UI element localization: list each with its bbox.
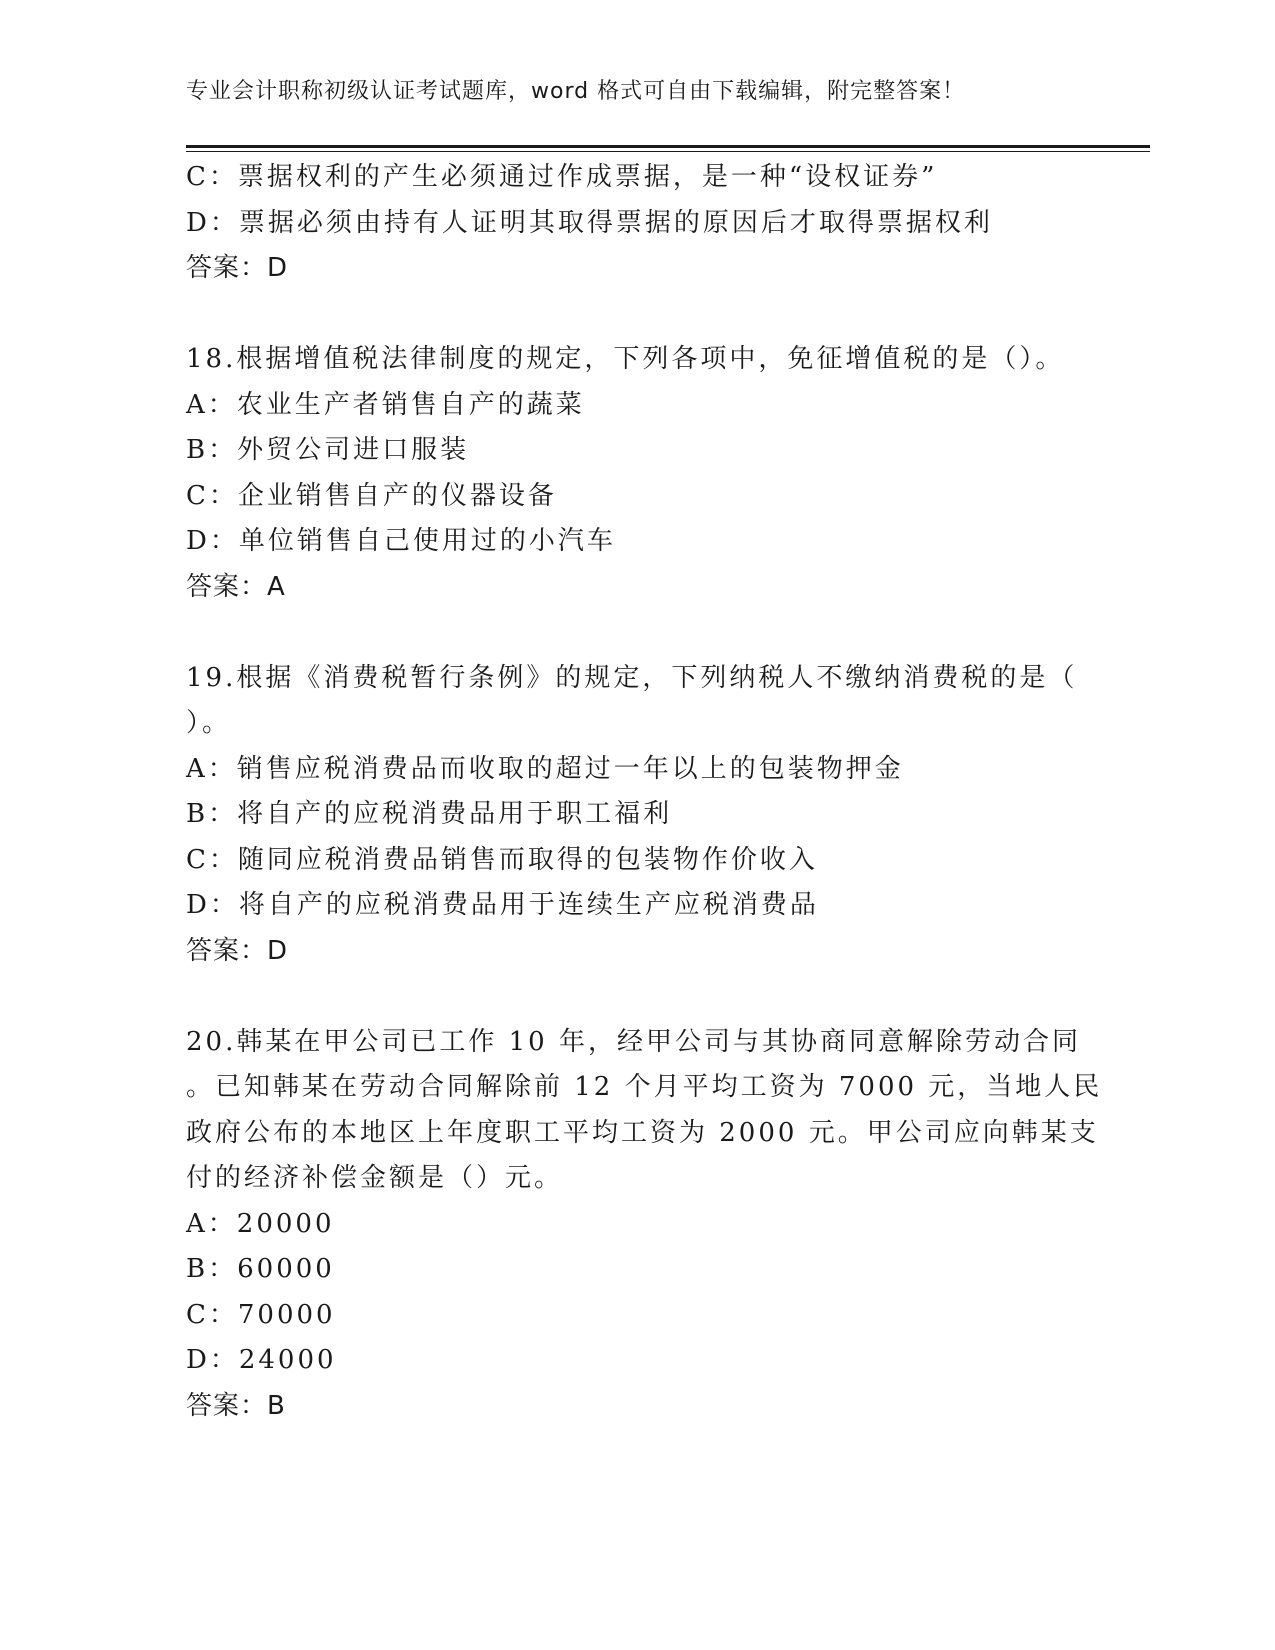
answer-line: 答案：D — [186, 253, 289, 283]
question-block — [186, 337, 1086, 610]
question-line: 政府公布的本地区上年度职工平均工资为 2000 元。甲公司应向韩某支 — [186, 1117, 1099, 1148]
question-line: D：票据必须由持有人证明其取得票据的原因后才取得票据权利 — [186, 207, 993, 238]
answer-line: 答案：A — [186, 571, 286, 602]
question-block — [186, 656, 1086, 975]
question-line: A：销售应税消费品而收取的超过一年以上的包装物押金 — [186, 753, 904, 784]
header-rule-thick — [186, 145, 1150, 148]
question-line: 付的经济补偿金额是（）元。 — [186, 1163, 564, 1193]
block-spacer — [186, 292, 1086, 338]
question-block — [186, 1020, 1103, 1430]
question-line: C：企业销售自产的仪器设备 — [186, 480, 557, 511]
question-block — [186, 155, 1086, 292]
question-line: D：将自产的应税消费品用于连续生产应税消费品 — [186, 890, 819, 920]
question-line: C：70000 — [186, 1299, 336, 1330]
block-spacer — [186, 610, 1086, 656]
question-line: C：随同应税消费品销售而取得的包装物作价收入 — [186, 844, 818, 875]
question-line: B：外贸公司进口服装 — [186, 435, 470, 465]
answer-line: 答案：D — [186, 935, 289, 966]
header-rule-thin — [186, 151, 1150, 152]
question-line: C：票据权利的产生必须通过作成票据，是一种“设权证券” — [186, 162, 938, 192]
question-line: D：24000 — [186, 1345, 337, 1375]
answer-line: 答案：B — [186, 1390, 286, 1421]
question-line: 。已知韩某在劳动合同解除前 12 个月平均工资为 7000 元，当地人民 — [186, 1072, 1103, 1102]
question-line: D：单位销售自己使用过的小汽车 — [186, 526, 616, 556]
question-line: A：20000 — [186, 1208, 335, 1239]
question-stem-line: 19.根据《消费税暂行条例》的规定，下列纳税人不缴纳消费税的是（ — [186, 662, 1078, 693]
question-line: B：将自产的应税消费品用于职工福利 — [186, 799, 673, 829]
question-line: ）。 — [186, 708, 232, 738]
question-stem-line: 18.根据增值税法律制度的规定，下列各项中，免征增值税的是（）。 — [186, 344, 1065, 374]
question-line: A：农业生产者销售自产的蔬菜 — [186, 389, 585, 420]
question-content — [186, 155, 1103, 1429]
question-stem-line: 20.韩某在甲公司已工作 10 年，经甲公司与其协商同意解除劳动合同 — [186, 1026, 1081, 1057]
page-header: 专业会计职称初级认证考试题库，word 格式可自由下载编辑，附完整答案！ — [186, 79, 966, 104]
question-line: B：60000 — [186, 1254, 335, 1284]
block-spacer — [186, 974, 1086, 1020]
